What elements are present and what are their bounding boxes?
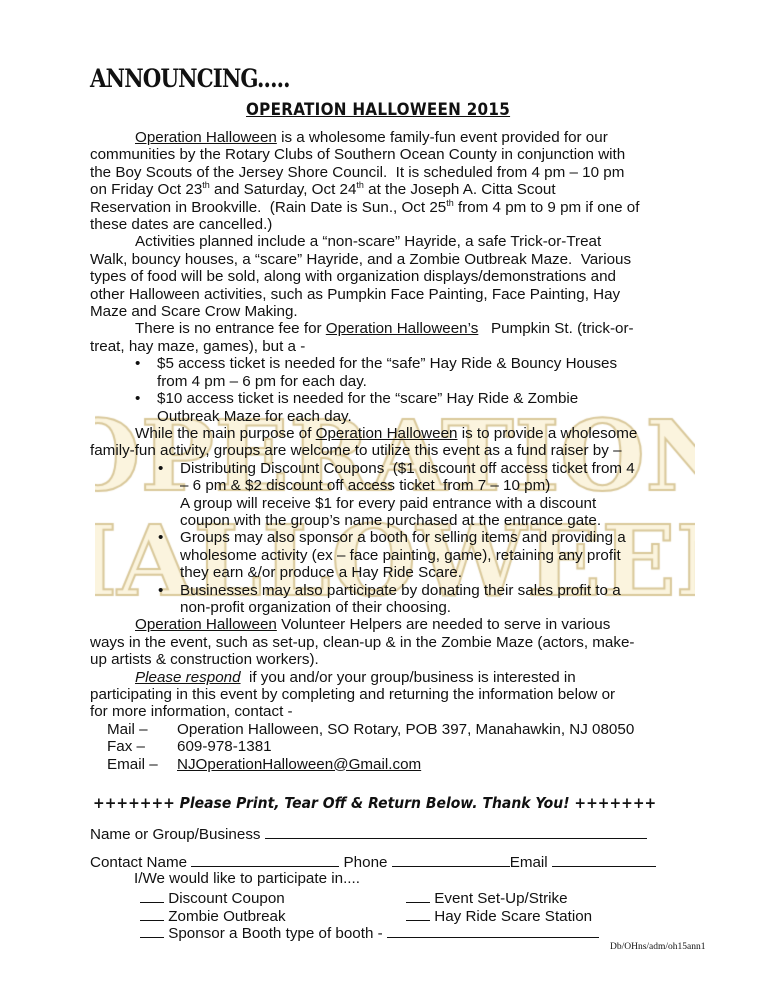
respond-paragraph bbox=[90, 669, 750, 721]
fee-paragraph bbox=[90, 320, 750, 355]
text: is a wholesome family-fun event provided for our communities by the Rotary Clubs of Southern Ocean County in conjunction with the Boy Scouts of the Jersey Shore Council. It is scheduled from 4 pm – 10 pm on Friday Oct 23 bbox=[90, 129, 626, 199]
page-title: OPERATION HALLOWEEN 2015 bbox=[246, 100, 511, 119]
contact-label: Contact Name bbox=[90, 854, 188, 871]
text: at the Joseph A. Citta Scout Reservation in Brookville. (Rain Date is Sun., Oct 25 bbox=[90, 181, 556, 216]
text: and Saturday, Oct 24 bbox=[209, 181, 357, 199]
event-name: Operation Halloween bbox=[135, 616, 277, 634]
sup: th bbox=[202, 180, 210, 191]
purpose-paragraph bbox=[90, 425, 750, 460]
contact-email bbox=[90, 756, 750, 773]
option-discount-coupon: Discount Coupon bbox=[168, 890, 285, 907]
list-item: • $10 access ticket is needed for the “scare” Hay Ride & Zombie Outbreak Maze for each day. bbox=[90, 390, 750, 425]
option-event-setup: Event Set-Up/Strike bbox=[434, 890, 568, 907]
option-blank[interactable] bbox=[406, 906, 430, 921]
booth-type-field[interactable] bbox=[387, 923, 599, 938]
option-hay-ride-scare: Hay Ride Scare Station bbox=[434, 908, 593, 925]
text: Volunteer Helpers are needed to serve in various ways in the event, such as set-up, clean-up & in the Zombie Maze (actors, make- up artists & construction workers). bbox=[90, 616, 635, 669]
announcing-heading: ANNOUNCING..... bbox=[90, 64, 290, 93]
name-label: Name or Group/Business bbox=[90, 826, 261, 843]
tear-off-banner: +++++++ Please Print, Tear Off & Return Below. Thank You! +++++++ bbox=[93, 794, 657, 812]
contact-name-field[interactable] bbox=[191, 852, 339, 867]
email-link[interactable]: NJOperationHalloween@Gmail.com bbox=[177, 755, 422, 773]
text: Pumpkin St. (trick-or- treat, hay maze, games), but a - bbox=[90, 320, 634, 355]
phone-field[interactable] bbox=[392, 852, 510, 867]
label: Fax – bbox=[107, 738, 145, 756]
email-label: Email bbox=[509, 854, 548, 871]
event-name: Operation Halloween bbox=[315, 424, 458, 442]
text: is to provide a wholesome family-fun activity, groups are welcome to utilize this event as a fund raiser by – bbox=[90, 424, 638, 460]
list-item: • Distributing Discount Coupons ($1 discount off access ticket from 4 – 6 pm & $2 discount off access ticket from 7 – 10 pm) A group will receive $1 for every paid entrance with a discount coupon with the group’s name purchased at the entrance gate. bbox=[90, 460, 750, 530]
event-name: Operation Halloween’s bbox=[325, 320, 479, 338]
email-field[interactable] bbox=[552, 852, 656, 867]
list-item: • $5 access ticket is needed for the “safe” Hay Ride & Bouncy Houses from 4 pm – 6 pm for each day. bbox=[90, 355, 750, 390]
fax-number: 609-978-1381 bbox=[177, 738, 272, 756]
document-code: Db/OHns/adm/oh15ann1 bbox=[610, 942, 706, 952]
volunteer-paragraph bbox=[90, 616, 750, 668]
fundraiser-list bbox=[90, 460, 750, 617]
option-sponsor-booth: Sponsor a Booth type of booth - bbox=[168, 925, 383, 942]
name-field[interactable] bbox=[265, 824, 647, 839]
option-blank[interactable] bbox=[406, 888, 430, 903]
option-blank[interactable] bbox=[140, 906, 164, 921]
text: Activities planned include a “non-scare” Hayride, a safe Trick-or-Treat Walk, bouncy houses, a “scare” Hayride, and a Zombie Outbreak Maze. Various types of food will be sold, along with organization displays/demonstrations and other Halloween activities, such as Pumpkin Face Painting, Face Painting, Hay Maze and Scare Crow Making. bbox=[90, 233, 632, 321]
participate-label: I/We would like to participate in.... bbox=[134, 870, 360, 887]
label: Email – bbox=[107, 755, 158, 773]
ticket-list bbox=[90, 355, 750, 425]
text: from 4 pm to 9 pm if one of these dates are cancelled.) bbox=[90, 198, 640, 234]
intro-paragraph bbox=[90, 129, 750, 233]
contact-fax bbox=[90, 738, 750, 755]
mail-address: Operation Halloween, SO Rotary, POB 397, Manahawkin, NJ 08050 bbox=[177, 720, 635, 738]
list-item: • Groups may also sponsor a booth for selling items and providing a wholesome activity (ex – face painting, game), retaining any profit they earn &/or produce a Hay Ride Scare. bbox=[90, 529, 750, 581]
list-item: • Businesses may also participate by donating their sales profit to a non-profit organization of their choosing. bbox=[90, 582, 750, 617]
option-blank[interactable] bbox=[140, 923, 164, 938]
text: if you and/or your group/business is interested in participating in this event by completing and returning the information below or for more information, contact - bbox=[90, 668, 616, 721]
option-zombie-outbreak: Zombie Outbreak bbox=[168, 908, 286, 925]
option-blank[interactable] bbox=[140, 888, 164, 903]
text: While the main purpose of bbox=[135, 424, 316, 442]
activities-paragraph bbox=[90, 233, 750, 320]
sup: th bbox=[446, 197, 454, 208]
label: Mail – bbox=[107, 720, 148, 738]
phone-label: Phone bbox=[343, 854, 388, 871]
contact-mail bbox=[90, 721, 750, 738]
event-name: Operation Halloween bbox=[135, 129, 277, 146]
please-respond: Please respond bbox=[135, 668, 241, 686]
text: There is no entrance fee for bbox=[135, 320, 326, 338]
flyer-body bbox=[90, 129, 750, 773]
sup: th bbox=[356, 180, 364, 191]
